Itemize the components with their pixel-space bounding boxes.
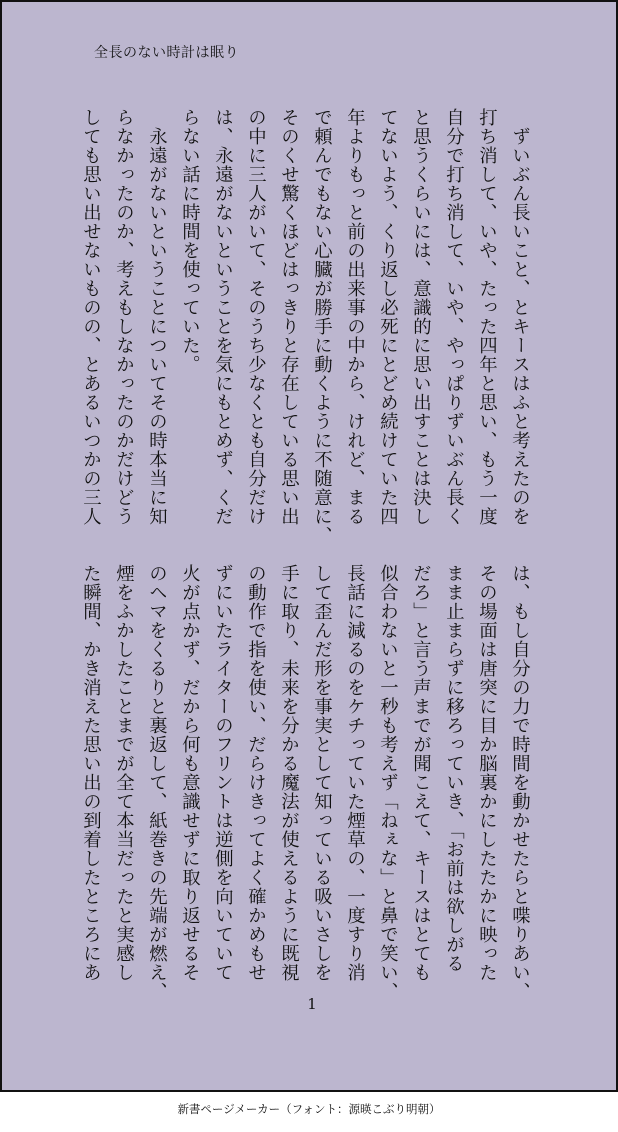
upper-line-11: らない話に時間を使っていた。 [179,108,201,374]
page-number: 1 [307,995,317,1013]
lower-line-5: 似合わないと一秒も考えず「ねぇな」と鼻で笑い、 [377,564,399,1001]
lower-line-6: 長話に減るのをケチっていた煙草の、一度すり消 [344,564,366,982]
lower-line-13: 煙をふかしたことまでが全て本当だったと実感し [113,564,135,982]
upper-line-2: 打ち消して、いや、たった四年と思い、もう一度 [476,108,498,526]
lower-line-9: の動作で指を使い、だらけきってよく確かめもせ [245,564,267,982]
upper-line-7: で頼んでもない心臓が勝手に動くように不随意に、 [311,108,333,545]
upper-line-10: は、永遠がないということを気にもとめず、くだ [212,108,234,526]
footer-credit: 新書ページメーカー（フォント：源暎こぶり明朝） [177,1102,441,1116]
upper-line-13: らなかったのか、考えもしなかったのかだけどう [113,108,135,526]
upper-line-6: 年よりもっと前の出来事の中から、けれど、まる [344,108,366,526]
lower-line-2: その場面は唐突に目か脳裏かにしたたかに映った [476,564,498,982]
running-title: 全長のない時計は眠り [94,45,239,61]
upper-line-14: しても思い出せないものの、とあるいつかの三人 [80,108,102,526]
lower-line-14: た瞬間、かき消えた思い出の到着したところにあ [80,564,102,982]
lower-line-11: 火が点かず、だから何も意識せずに取り返せるそ [179,564,201,982]
lower-line-7: して歪んだ形を事実として知っている吸いさしを [311,564,333,982]
lower-line-8: 手に取り、未来を分かる魔法が使えるように既視 [278,564,300,982]
lower-line-3: まま止まらずに移ろっていき、「お前は欲しがる [443,564,465,973]
upper-line-1: ずいぶん長いこと、とキースはふと考えたのを [509,108,531,526]
lower-line-10: ずにいたライターのフリントは逆側を向いていて [212,564,234,982]
upper-line-3: 自分で打ち消して、いや、やっぱりずいぶん長く [443,108,465,526]
lower-line-12: のヘマをくるりと裏返して、紙巻きの先端が燃え、 [146,564,168,1001]
upper-line-4: と思うくらいには、意識的に思い出すことは決し [410,108,432,526]
lower-line-1: は、もし自分の力で時間を動かせたらと喋りあい、 [509,564,531,1001]
upper-line-5: てないよう、くり返し必死にとどめ続けていた四 [377,108,399,526]
lower-line-4: だろ」と言う声までが聞こえて、キースはとても [410,564,432,982]
upper-line-12: 永遠がないということについてその時本当に知 [146,108,168,526]
upper-line-8: そのくせ驚くほどはっきりと存在している思い出 [278,108,300,526]
upper-line-9: の中に三人がいて、そのうち少なくとも自分だけ [245,108,267,526]
